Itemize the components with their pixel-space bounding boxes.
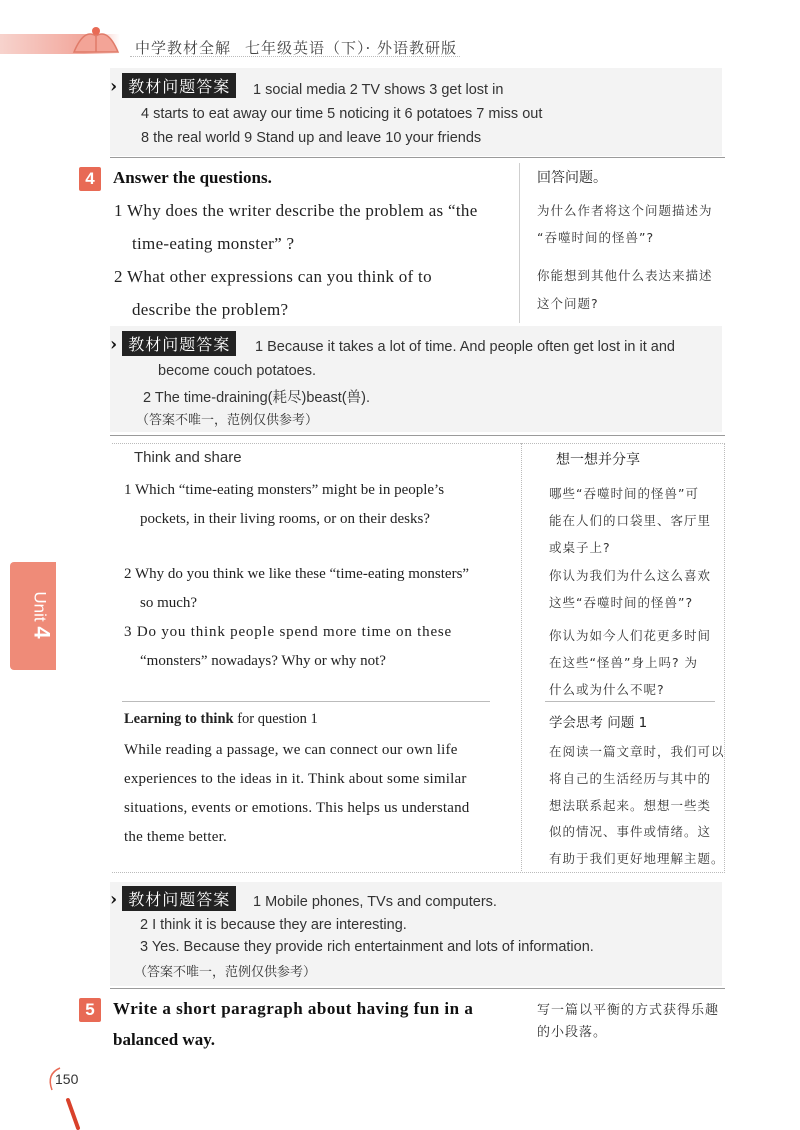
- think-cn2-line-1: 你认为我们为什么这么喜欢: [549, 568, 712, 583]
- think-cn1-line-1: 哪些“吞噬时间的怪兽”可: [549, 486, 699, 501]
- answer-2-line-2: become couch potatoes.: [158, 363, 316, 379]
- divider: [110, 988, 725, 989]
- header-divider: [130, 56, 460, 57]
- divider: [110, 157, 725, 158]
- answer-label-2: › 教材问题答案: [110, 331, 236, 356]
- think-cn3-line-3: 什么或为什么不呢?: [549, 682, 665, 697]
- section-5-number: 5: [79, 998, 101, 1022]
- learning-line-4: the theme better.: [124, 829, 227, 845]
- think-q3-line-2: “monsters” nowadays? Why or why not?: [140, 653, 386, 669]
- learning-cn-divider: [545, 701, 715, 702]
- think-column-divider: [521, 443, 522, 871]
- book-subject: 七年级英语（下）· 外语教研版: [245, 39, 458, 57]
- learning-cn-3: 想法联系起来。想想一些类: [549, 798, 712, 813]
- answer-1-line-3: 8 the real world 9 Stand up and leave 10 your friends: [141, 130, 482, 146]
- answer-3-note: （答案不唯一，范例仅供参考）: [134, 964, 317, 979]
- answer-1-line-2: 4 starts to eat away our time 5 noticing it 6 potatoes 7 miss out: [141, 106, 543, 122]
- think-cn1-line-3: 或桌子上?: [549, 540, 611, 555]
- think-q2-line-2: so much?: [140, 595, 198, 611]
- section-5-cn-line-2: 的小段落。: [537, 1025, 608, 1040]
- think-q1-line-2: pockets, in their living rooms, or on their desks?: [140, 511, 430, 527]
- think-cn-title: 想一想并分享: [556, 452, 640, 468]
- answer-label-3: › 教材问题答案: [110, 886, 236, 911]
- column-divider: [519, 163, 520, 323]
- learning-line-1: While reading a passage, we can connect our own life: [124, 742, 458, 758]
- answer-2-line-1: 1 Because it takes a lot of time. And people often get lost in it and: [255, 339, 675, 355]
- cn-4-2-line-1: 你能想到其他什么表达来描述: [537, 268, 713, 283]
- unit-tab-number: 4: [29, 626, 55, 639]
- think-title: Think and share: [128, 449, 248, 466]
- chevron-right-icon: ›: [110, 889, 118, 910]
- chevron-right-icon: ›: [110, 334, 118, 355]
- section-5-title-line-2: balanced way.: [113, 1030, 216, 1049]
- answer-2-line-3: 2 The time-draining(耗尽)beast(兽).: [143, 390, 370, 406]
- learning-cn-4: 似的情况、事件或情绪。这: [549, 824, 712, 839]
- think-q1-line-1: 1 Which “time-eating monsters” might be in people’s: [124, 482, 445, 498]
- book-name: 中学教材全解: [135, 39, 232, 57]
- section-5-cn-line-1: 写一篇以平衡的方式获得乐趣: [537, 1003, 720, 1018]
- section-5-title-line-1: Write a short paragraph about having fun in a: [113, 999, 474, 1018]
- cn-4-1-line-1: 为什么作者将这个问题描述为: [537, 203, 713, 218]
- book-logo-icon: [70, 22, 122, 56]
- learning-cn-title: 学会思考 问题 1: [549, 715, 648, 731]
- section-4-cn-title: 回答问题。: [537, 170, 607, 186]
- section-4-title: Answer the questions.: [113, 168, 272, 187]
- question-4-1-line-2: time-eating monster” ?: [132, 234, 295, 253]
- unit-tab[interactable]: [10, 562, 56, 670]
- divider: [110, 435, 725, 436]
- answer-3-line-1: 1 Mobile phones, TVs and computers.: [253, 894, 497, 910]
- think-q3-line-1: 3 Do you think people spend more time on these: [124, 624, 452, 640]
- answer-2-note: （答案不唯一，范例仅供参考）: [136, 412, 319, 427]
- header-title: [135, 37, 457, 58]
- learning-line-3: situations, events or emotions. This helps us understand: [124, 800, 470, 816]
- think-cn3-line-1: 你认为如今人们花更多时间: [549, 628, 712, 643]
- learning-cn-2: 将自己的生活经历与其中的: [549, 771, 712, 786]
- learning-cn-5: 有助于我们更好地理解主题。: [549, 851, 725, 866]
- think-q2-line-1: 2 Why do you think we like these “time-eating monsters”: [124, 566, 470, 582]
- answer-3-line-2: 2 I think it is because they are interesting.: [140, 917, 407, 933]
- think-cn1-line-2: 能在人们的口袋里、客厅里: [549, 513, 712, 528]
- question-4-2-line-1: 2 What other expressions can you think of to: [114, 267, 432, 286]
- page-number: 150: [55, 1071, 79, 1087]
- think-cn3-line-2: 在这些“怪兽”身上吗? 为: [549, 655, 699, 670]
- cn-4-2-line-2: 这个问题?: [537, 296, 599, 311]
- learning-title: Learning to think for question 1: [124, 711, 318, 727]
- answer-label-1: › 教材问题答案: [110, 73, 236, 98]
- chevron-right-icon: ›: [110, 76, 118, 97]
- unit-tab-word: Unit: [30, 591, 50, 622]
- learning-divider: [122, 701, 490, 702]
- question-4-2-line-2: describe the problem?: [132, 300, 289, 319]
- question-4-1-line-1: 1 Why does the writer describe the problem as “the: [114, 201, 478, 220]
- answer-3-line-3: 3 Yes. Because they provide rich entertainment and lots of information.: [140, 939, 594, 955]
- answer-1-line-1: 1 social media 2 TV shows 3 get lost in: [253, 82, 504, 98]
- learning-cn-1: 在阅读一篇文章时，我们可以: [549, 744, 725, 759]
- learning-line-2: experiences to the ideas in it. Think about some similar: [124, 771, 467, 787]
- cn-4-1-line-2: “吞噬时间的怪兽”?: [537, 230, 655, 245]
- think-cn2-line-2: 这些“吞噬时间的怪兽”?: [549, 595, 694, 610]
- section-4-number: 4: [79, 167, 101, 191]
